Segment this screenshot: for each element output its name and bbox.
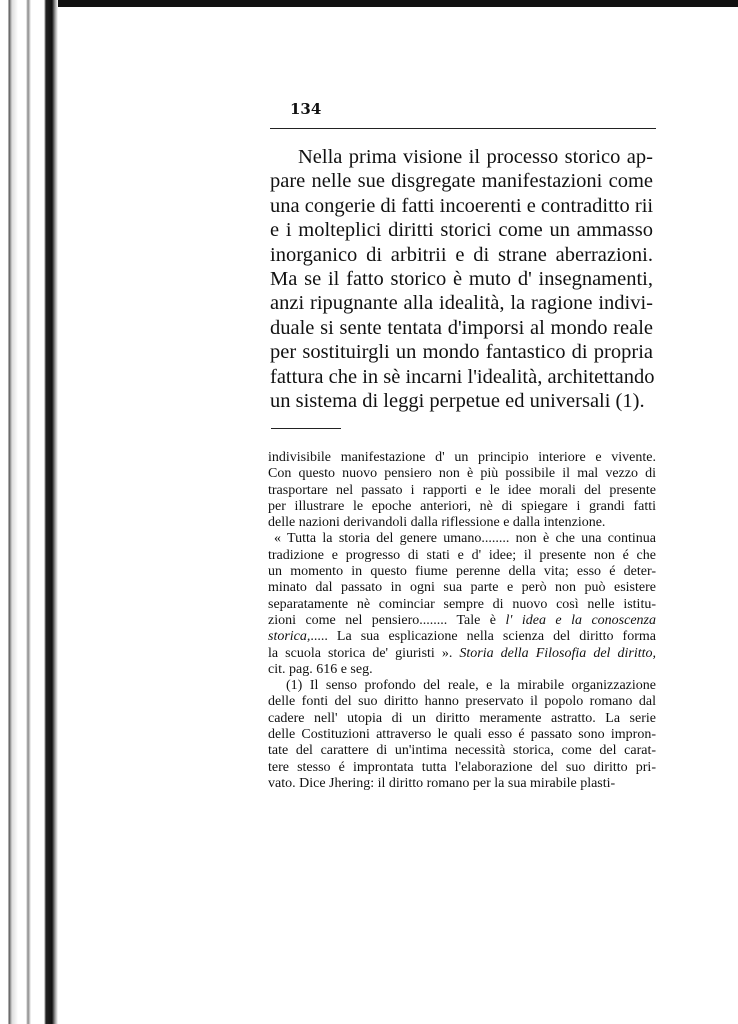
footnote-line: [268, 694, 656, 710]
text-segment: « Tutta la storia del genere umano........ non è che una continua: [274, 531, 656, 547]
text-line: [270, 267, 653, 291]
text-segment: delle Costituzioni attraverso le quali esso é passato sono impron-: [268, 727, 656, 743]
text-segment: fattura che in sè incarni l'idealità, architettando: [270, 365, 655, 388]
text-line: [270, 340, 653, 364]
footnote-line: [268, 564, 656, 580]
footnote-line: [268, 613, 656, 629]
text-segment: un momento in questo fiume perenne della vita; esso é deter-: [268, 564, 656, 580]
text-segment: e i molteplici diritti storici come un ammasso: [270, 219, 653, 242]
footnote-line: [268, 580, 656, 596]
footnote-line: [268, 597, 656, 613]
text-line: [270, 316, 653, 340]
header-rule: [270, 128, 656, 129]
footnote-line: [268, 678, 656, 694]
footnote-line: [268, 450, 656, 466]
footnote-line: [268, 662, 656, 678]
text-segment: anzi ripugnante alla idealità, la ragione indivi-: [270, 292, 653, 315]
scan-top-border: [0, 0, 738, 7]
text-segment: separatamente nè cominciar sempre di nuovo così nelle istitu-: [268, 596, 656, 612]
text-segment: cit. pag. 616 e seg.: [268, 661, 373, 677]
footnote-line: [268, 483, 656, 499]
text-segment: un sistema di leggi perpetue ed universali (1).: [270, 390, 645, 413]
text-segment: indivisibile manifestazione d' un principio interiore e vivente.: [268, 450, 656, 465]
text-line: [270, 218, 653, 242]
text-segment: una congerie di fatti incoerenti e contraditto rii: [270, 194, 654, 217]
footnote-line: [268, 548, 656, 564]
text-line: [270, 389, 653, 413]
text-segment: la scuola storica de' giuristi ».: [268, 645, 460, 661]
footnote-line: [268, 629, 656, 645]
text-segment: Nella prima visione il processo storico ap-: [298, 146, 653, 168]
main-text: [270, 145, 653, 413]
text-segment: tate del carattere di un'intima necessità storica, come del carat-: [268, 743, 656, 759]
italic-text: storica,: [268, 629, 311, 645]
text-line: [270, 365, 653, 389]
text-segment: pare nelle sue disgregate manifestazioni come: [270, 170, 653, 193]
text-segment: cadere nell' utopia di un diritto meramente astratto. La serie: [268, 710, 656, 726]
footnote-line: [268, 711, 656, 727]
text-segment: delle nazioni derivandoli dalla riflessione e dalla intenzione.: [268, 515, 606, 531]
footnote-line: [268, 499, 656, 515]
italic-text: Storia della Filosofia del diritto,: [459, 645, 657, 661]
footnote-separator: [271, 428, 341, 429]
footnotes: [268, 450, 656, 792]
text-segment: per illustrare le epoche anteriori, nè di spiegare i grandi fatti: [268, 498, 656, 514]
text-segment: Ma se il fatto storico è muto d' insegnamenti,: [270, 268, 653, 291]
text-segment: duale si sente tentata d'imporsi al mondo reale: [270, 316, 653, 339]
text-segment: tradizione e progresso di stati e d' idee; il presente non é che: [268, 547, 656, 563]
text-segment: trasportare nel passato i rapporti e le idee morali del presente: [268, 482, 656, 498]
page-number: 134: [290, 100, 322, 118]
text-segment: vato. Dice Jhering: il diritto romano per la sua mirabile plasti-: [268, 775, 616, 791]
footnote-line: [268, 776, 656, 792]
text-segment: Con questo nuovo pensiero non è più possibile il mal vezzo di: [268, 466, 656, 482]
text-line: [270, 169, 653, 193]
footnote-line: [268, 531, 656, 547]
text-line: [270, 145, 653, 169]
text-segment: (1) Il senso profondo del reale, e la mirabile organizzazione: [286, 678, 656, 694]
text-line: [270, 243, 653, 267]
scan-binding-edge: [0, 0, 58, 1024]
text-segment: minato dal passato in ogni sua parte e però non può esistere: [268, 580, 656, 596]
footnote-line: [268, 515, 656, 531]
text-segment: zioni come nel pensiero........ Tale è: [268, 612, 506, 628]
footnote-line: [268, 646, 656, 662]
italic-text: l' idea e la conoscenza: [505, 612, 656, 628]
text-segment: ..... La sua esplicazione nella scienza del diritto forma: [310, 629, 656, 645]
text-segment: inorganico di arbitrii e di strane aberrazioni.: [270, 243, 653, 266]
footnote-line: [268, 727, 656, 743]
footnote-line: [268, 743, 656, 759]
text-line: [270, 194, 653, 218]
text-segment: per sostituirgli un mondo fantastico di propria: [270, 341, 653, 364]
footnote-line: [268, 760, 656, 776]
text-segment: delle fonti del suo diritto hanno preservato il popolo romano dal: [268, 694, 656, 710]
text-line: [270, 291, 653, 315]
text-segment: tere stesso é improntata tutta l'elaborazione del suo diritto pri-: [268, 759, 656, 775]
footnote-line: [268, 466, 656, 482]
